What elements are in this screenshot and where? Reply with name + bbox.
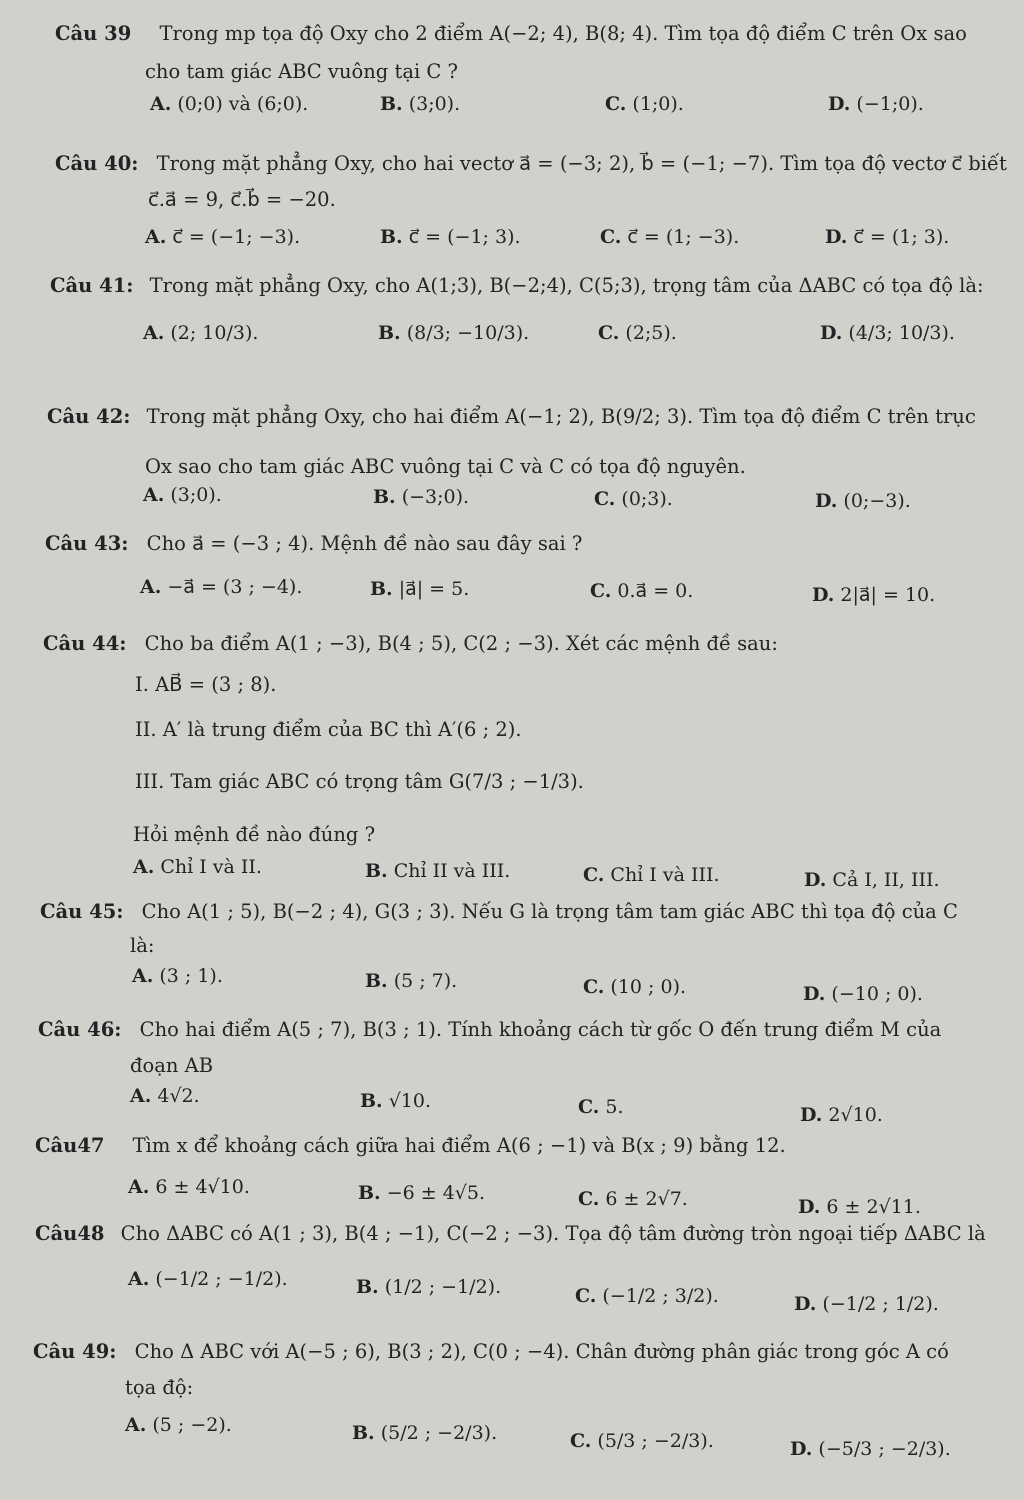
question-text: Trong mặt phẳng Oxy, cho hai điểm A(−1; 2), B(9/2; 3). Tìm tọa độ điểm C trên trục [146, 405, 976, 428]
option-b: B. (8/3; −10/3). [378, 322, 530, 344]
question-label: Câu 40: [55, 152, 139, 175]
question-label: Câu 39 [55, 22, 132, 45]
option-a: A. (3;0). [143, 484, 222, 506]
question-text: Cho ba điểm A(1 ; −3), B(4 ; 5), C(2 ; −3). Xét các mệnh đề sau: [144, 632, 778, 655]
option-d: D. (−1;0). [828, 93, 924, 115]
question-label: Câu 44: [43, 632, 127, 655]
question-text: Trong mặt phẳng Oxy, cho hai vectơ a⃗ = (−3; 2), b⃗ = (−1; −7). Tìm tọa độ vectơ c⃗ biết [156, 152, 1007, 175]
option-b: B. (5/2 ; −2/3). [352, 1422, 498, 1444]
option-b: B. −6 ± 4√5. [358, 1182, 486, 1204]
option-c: C. c⃗ = (1; −3). [600, 226, 740, 248]
option-c: C. 6 ± 2√7. [578, 1188, 688, 1210]
question-label: Câu48 [35, 1222, 105, 1245]
question-label: Câu 41: [50, 274, 134, 297]
option-c: C. (10 ; 0). [583, 976, 687, 998]
option-d: D. (−1/2 ; 1/2). [794, 1293, 939, 1315]
statement-3: III. Tam giác ABC có trọng tâm G(7/3 ; −1/3). [135, 770, 584, 793]
question-text: Cho ΔABC có A(1 ; 3), B(4 ; −1), C(−2 ; −3). Tọa độ tâm đường tròn ngoại tiếp ΔABC là [120, 1222, 986, 1245]
question-text: Cho a⃗ = (−3 ; 4). Mệnh đề nào sau đây sai ? [146, 532, 583, 555]
option-b: B. (5 ; 7). [365, 970, 458, 992]
option-c: C. Chỉ I và III. [583, 864, 720, 886]
option-a: A. 4√2. [130, 1085, 200, 1107]
question-text: cho tam giác ABC vuông tại C ? [145, 60, 458, 83]
option-b: B. (1/2 ; −1/2). [356, 1276, 502, 1298]
option-a: A. (2; 10/3). [143, 322, 259, 344]
option-b: B. Chỉ II và III. [365, 860, 511, 882]
question-label: Câu 43: [45, 532, 129, 555]
option-c: C. (1;0). [605, 93, 684, 115]
question-label: Câu 45: [40, 900, 124, 923]
question-label: Câu 49: [33, 1340, 117, 1363]
option-c: C. (−1/2 ; 3/2). [575, 1285, 719, 1307]
option-c: C. 0.a⃗ = 0. [590, 580, 694, 602]
question-text: Cho Δ ABC với A(−5 ; 6), B(3 ; 2), C(0 ; −4). Chân đường phân giác trong góc A có [134, 1340, 949, 1363]
option-d: D. 2√10. [800, 1104, 883, 1126]
option-b: B. c⃗ = (−1; 3). [380, 226, 521, 248]
option-d: D. Cả I, II, III. [804, 869, 940, 891]
question-text: c⃗.a⃗ = 9, c⃗.b⃗ = −20. [148, 188, 336, 211]
option-a: A. (−1/2 ; −1/2). [128, 1268, 288, 1290]
question-text: Ox sao cho tam giác ABC vuông tại C và C có tọa độ nguyên. [145, 455, 746, 478]
option-d: D. (−10 ; 0). [803, 983, 923, 1005]
option-a: A. −a⃗ = (3 ; −4). [140, 576, 303, 598]
option-c: C. (0;3). [594, 488, 673, 510]
option-d: D. (0;−3). [815, 490, 911, 512]
option-a: A. Chỉ I và II. [133, 856, 262, 878]
option-c: C. (2;5). [598, 322, 677, 344]
option-c: C. (5/3 ; −2/3). [570, 1430, 714, 1452]
question-text: Tìm x để khoảng cách giữa hai điểm A(6 ; −1) và B(x ; 9) bằng 12. [132, 1134, 786, 1157]
question-text: Trong mặt phẳng Oxy, cho A(1;3), B(−2;4), C(5;3), trọng tâm của ΔABC có tọa độ là: [149, 274, 984, 297]
question-text: tọa độ: [125, 1376, 194, 1399]
statement-2: II. A′ là trung điểm của BC thì A′(6 ; 2). [135, 718, 522, 741]
option-b: B. √10. [360, 1090, 432, 1112]
statement-1: I. AB⃗ = (3 ; 8). [135, 673, 277, 696]
question-text: đoạn AB [130, 1054, 214, 1077]
option-d: D. 2|a⃗| = 10. [812, 584, 936, 606]
option-b: B. |a⃗| = 5. [370, 578, 470, 600]
question-prompt: Hỏi mệnh đề nào đúng ? [133, 823, 376, 846]
option-a: A. (5 ; −2). [125, 1414, 232, 1436]
option-d: D. 6 ± 2√11. [798, 1196, 921, 1218]
option-a: A. (3 ; 1). [132, 965, 223, 987]
option-d: D. c⃗ = (1; 3). [825, 226, 950, 248]
question-label: Câu47 [35, 1134, 105, 1157]
question-text: Cho A(1 ; 5), B(−2 ; 4), G(3 ; 3). Nếu G là trọng tâm tam giác ABC thì tọa độ của C [141, 900, 958, 923]
option-d: D. (−5/3 ; −2/3). [790, 1438, 951, 1460]
question-text: Trong mp tọa độ Oxy cho 2 điểm A(−2; 4), B(8; 4). Tìm tọa độ điểm C trên Ox sao [159, 22, 967, 45]
option-d: D. (4/3; 10/3). [820, 322, 955, 344]
option-b: B. (−3;0). [373, 486, 470, 508]
question-label: Câu 42: [47, 405, 131, 428]
option-a: A. c⃗ = (−1; −3). [145, 226, 301, 248]
option-a: A. 6 ± 4√10. [128, 1176, 250, 1198]
option-b: B. (3;0). [380, 93, 461, 115]
option-c: C. 5. [578, 1096, 624, 1118]
question-text: Cho hai điểm A(5 ; 7), B(3 ; 1). Tính khoảng cách từ gốc O đến trung điểm M của [139, 1018, 942, 1041]
question-label: Câu 46: [38, 1018, 122, 1041]
question-text: là: [130, 934, 155, 957]
option-a: A. (0;0) và (6;0). [150, 93, 309, 115]
